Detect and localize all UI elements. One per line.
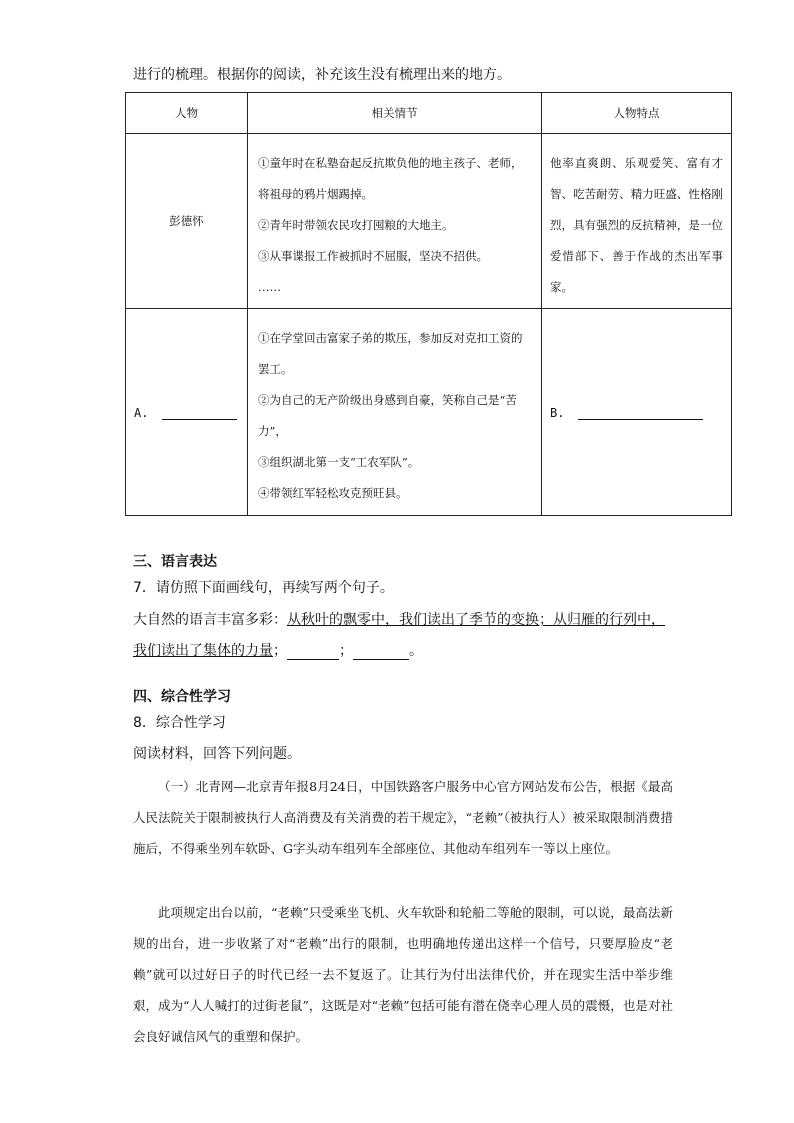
instruction: 阅读材料，回答下列问题。 [133, 746, 301, 762]
plot-item: ②为自己的无产阶级出身感到自豪，笑称自己是“苦力”， [258, 393, 517, 438]
line2-underlined: 我们读出了集体的力量 [133, 643, 273, 659]
plot-item: …… [258, 279, 281, 294]
blank-a-label: A. [134, 405, 149, 420]
table-row [126, 134, 732, 309]
blank-a-line[interactable] [162, 405, 237, 420]
header-plot: 相关情节 [248, 93, 542, 134]
character-table [125, 92, 732, 516]
section4-title: 四、综合性学习 [133, 689, 231, 705]
header-character: 人物 [126, 93, 248, 134]
question-7-line2 [133, 642, 423, 660]
plot-item: ①童年时在私塾奋起反抗欺负他的地主孩子、老师，将祖母的鸦片烟踢掉。 [258, 155, 523, 201]
section3-title: 三、语言表达 [133, 554, 217, 570]
line2-end: 。 [409, 643, 423, 659]
plot-cell [248, 134, 542, 309]
line1-prefix: 大自然的语言丰富多彩： [133, 612, 287, 628]
plot-item: ①在学堂回击富家子弟的欺压，参加反对克扣工资的罢工。 [258, 331, 523, 376]
plot-item: ②青年时带领农民攻打囤粮的大地主。 [258, 217, 454, 232]
table-header-row [126, 93, 732, 134]
intro-text: 进行的梳理。根据你的阅读，补充该生没有梳理出来的地方。 [133, 67, 511, 83]
plot-item: ④带领红军轻松攻克预旺县。 [258, 486, 408, 500]
question-7-line1 [133, 611, 665, 629]
line1-underlined: 从秋叶的飘零中，我们读出了季节的变换；从归雁的行列中， [287, 612, 665, 628]
plot-cell [248, 309, 542, 516]
table-row [126, 309, 732, 516]
line2-sep2: ； [339, 643, 353, 659]
question-8: 8．综合性学习 [133, 715, 226, 731]
answer-blank-2[interactable] [353, 645, 409, 660]
answer-blank-1[interactable] [287, 645, 339, 660]
question-7: 7．请仿照下面画线句，再续写两个句子。 [133, 580, 394, 596]
plot-item: ③组织湖北第一支“工农军队”。 [258, 455, 420, 469]
line2-sep: ； [273, 643, 287, 659]
traits-cell: 他率直爽朗、乐观爱笑、富有才智、吃苦耐劳、精力旺盛、性格刚烈，具有强烈的反抗精神，是一位爱惜部下、善于作战的杰出军事家。 [542, 134, 732, 309]
blank-b-label: B. [550, 405, 565, 420]
blank-a-cell [126, 309, 248, 516]
material-paragraph-2: 此项规定出台以前，“老赖”只受乘坐飞机、火车软卧和轮船二等舱的限制，可以说，最高法新规的出台，进一步收紧了对“老赖”出行的限制，也明确地传递出这样一个信号，只要厚脸皮“老赖”就可以过好日子的时代已经一去不复返了。让其行为付出法律代价，并在现实生活中举步维艰，成为“人人喊打的过街老鼠”，这既是对“老赖”包括可能有潜在侥幸心理人员的震慑，也是对社会良好诚信风气的重塑和保护。 [133, 905, 673, 1044]
blank-b-line[interactable] [578, 405, 703, 420]
header-traits: 人物特点 [542, 93, 732, 134]
blank-b-cell [542, 309, 732, 516]
plot-item: ③从事谍报工作被抓时不屈服，坚决不招供。 [258, 248, 488, 263]
character-name: 彭德怀 [126, 134, 248, 309]
material-paragraph-1: （一）北青网—北京青年报8月24日，中国铁路客户服务中心官方网站发布公告，根据《最高人民法院关于限制被执行人高消费及有关消费的若干规定》，“老赖”（被执行人）被采取限制消费措施后，不得乘坐列车软卧、G字头动车组列车全部座位、其他动车组列车一等以上座位。 [133, 779, 673, 856]
